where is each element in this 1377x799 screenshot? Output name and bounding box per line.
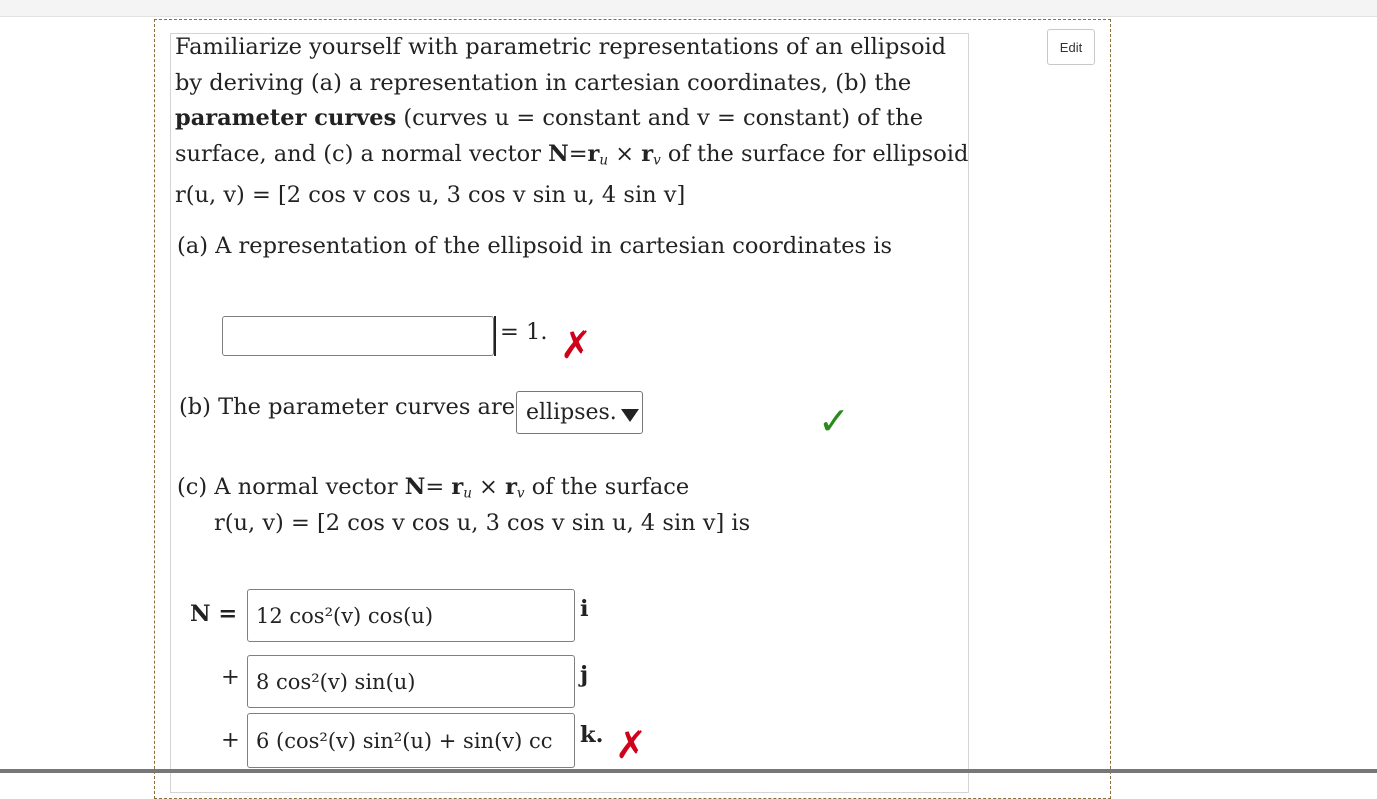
part-c-incorrect-icon: ✗ (615, 723, 647, 767)
j-unit-label: j (580, 662, 589, 688)
part-b-correct-icon: ✓ (818, 399, 850, 443)
j-component-value: 8 cos²(v) sin(u) (256, 669, 416, 694)
plus-sign-k: + (221, 727, 240, 753)
intro-line-4a: surface, and (c) a normal vector (175, 140, 549, 167)
part-c-prompt-line-1 (177, 474, 689, 501)
i-unit-label: i (580, 596, 589, 622)
part-c-prompt-a: (c) A normal vector (177, 474, 405, 500)
normal-n-label: N = (190, 601, 238, 627)
browser-top-strip (0, 0, 1377, 17)
part-a-prompt: (a) A representation of the ellipsoid in cartesian coordinates is (177, 233, 893, 259)
intro-bold-term: parameter curves (175, 105, 397, 131)
bottom-scroll-edge (0, 769, 1377, 773)
part-b-curve-select[interactable] (516, 391, 643, 434)
part-a-suffix: = 1. (500, 319, 548, 345)
i-component-input[interactable] (247, 589, 575, 642)
i-component-value: 12 cos²(v) cos(u) (256, 603, 434, 628)
question-intro (175, 30, 969, 214)
k-unit-label: k. (580, 722, 604, 748)
k-component-input[interactable] (247, 713, 575, 768)
k-component-value: 6 (cos²(v) sin²(u) + sin(v) cc (256, 728, 553, 753)
intro-line-2: by deriving (a) a representation in cartesian coordinates, (b) the (175, 69, 912, 96)
normal-vector-formula: $N=r_u \times r_v$ (548, 140, 661, 168)
intro-line-3-rest: (curves u = constant and v = constant) of the (396, 105, 924, 131)
intro-line-4b: of the surface for ellipsoid (660, 140, 969, 167)
part-c-prompt-b: of the surface (524, 474, 690, 500)
intro-line-5: r(u, v) = [2 cos v cos u, 3 cos v sin u, 4 sin v] (175, 182, 686, 209)
plus-sign-j: + (221, 664, 240, 690)
intro-line-3 (175, 101, 955, 137)
part-b-selected-value: ellipses. (526, 400, 617, 425)
j-component-input[interactable] (247, 655, 575, 708)
part-a-answer-input[interactable] (222, 316, 494, 356)
intro-line-1: Familiarize yourself with parametric representations of an ellipsoid (175, 34, 947, 60)
intro-line-4 (175, 137, 969, 179)
dropdown-caret-icon (621, 409, 639, 422)
part-c-normal-formula: $N= r_u \times r_v$ (404, 474, 525, 502)
part-c-prompt-line-2: r(u, v) = [2 cos v cos u, 3 cos v sin u, 4 sin v] is (214, 510, 751, 536)
part-a-divider (494, 316, 496, 356)
edit-button[interactable]: Edit (1047, 29, 1095, 65)
part-b-prompt: (b) The parameter curves are (179, 394, 516, 420)
part-a-incorrect-icon: ✗ (560, 323, 592, 367)
